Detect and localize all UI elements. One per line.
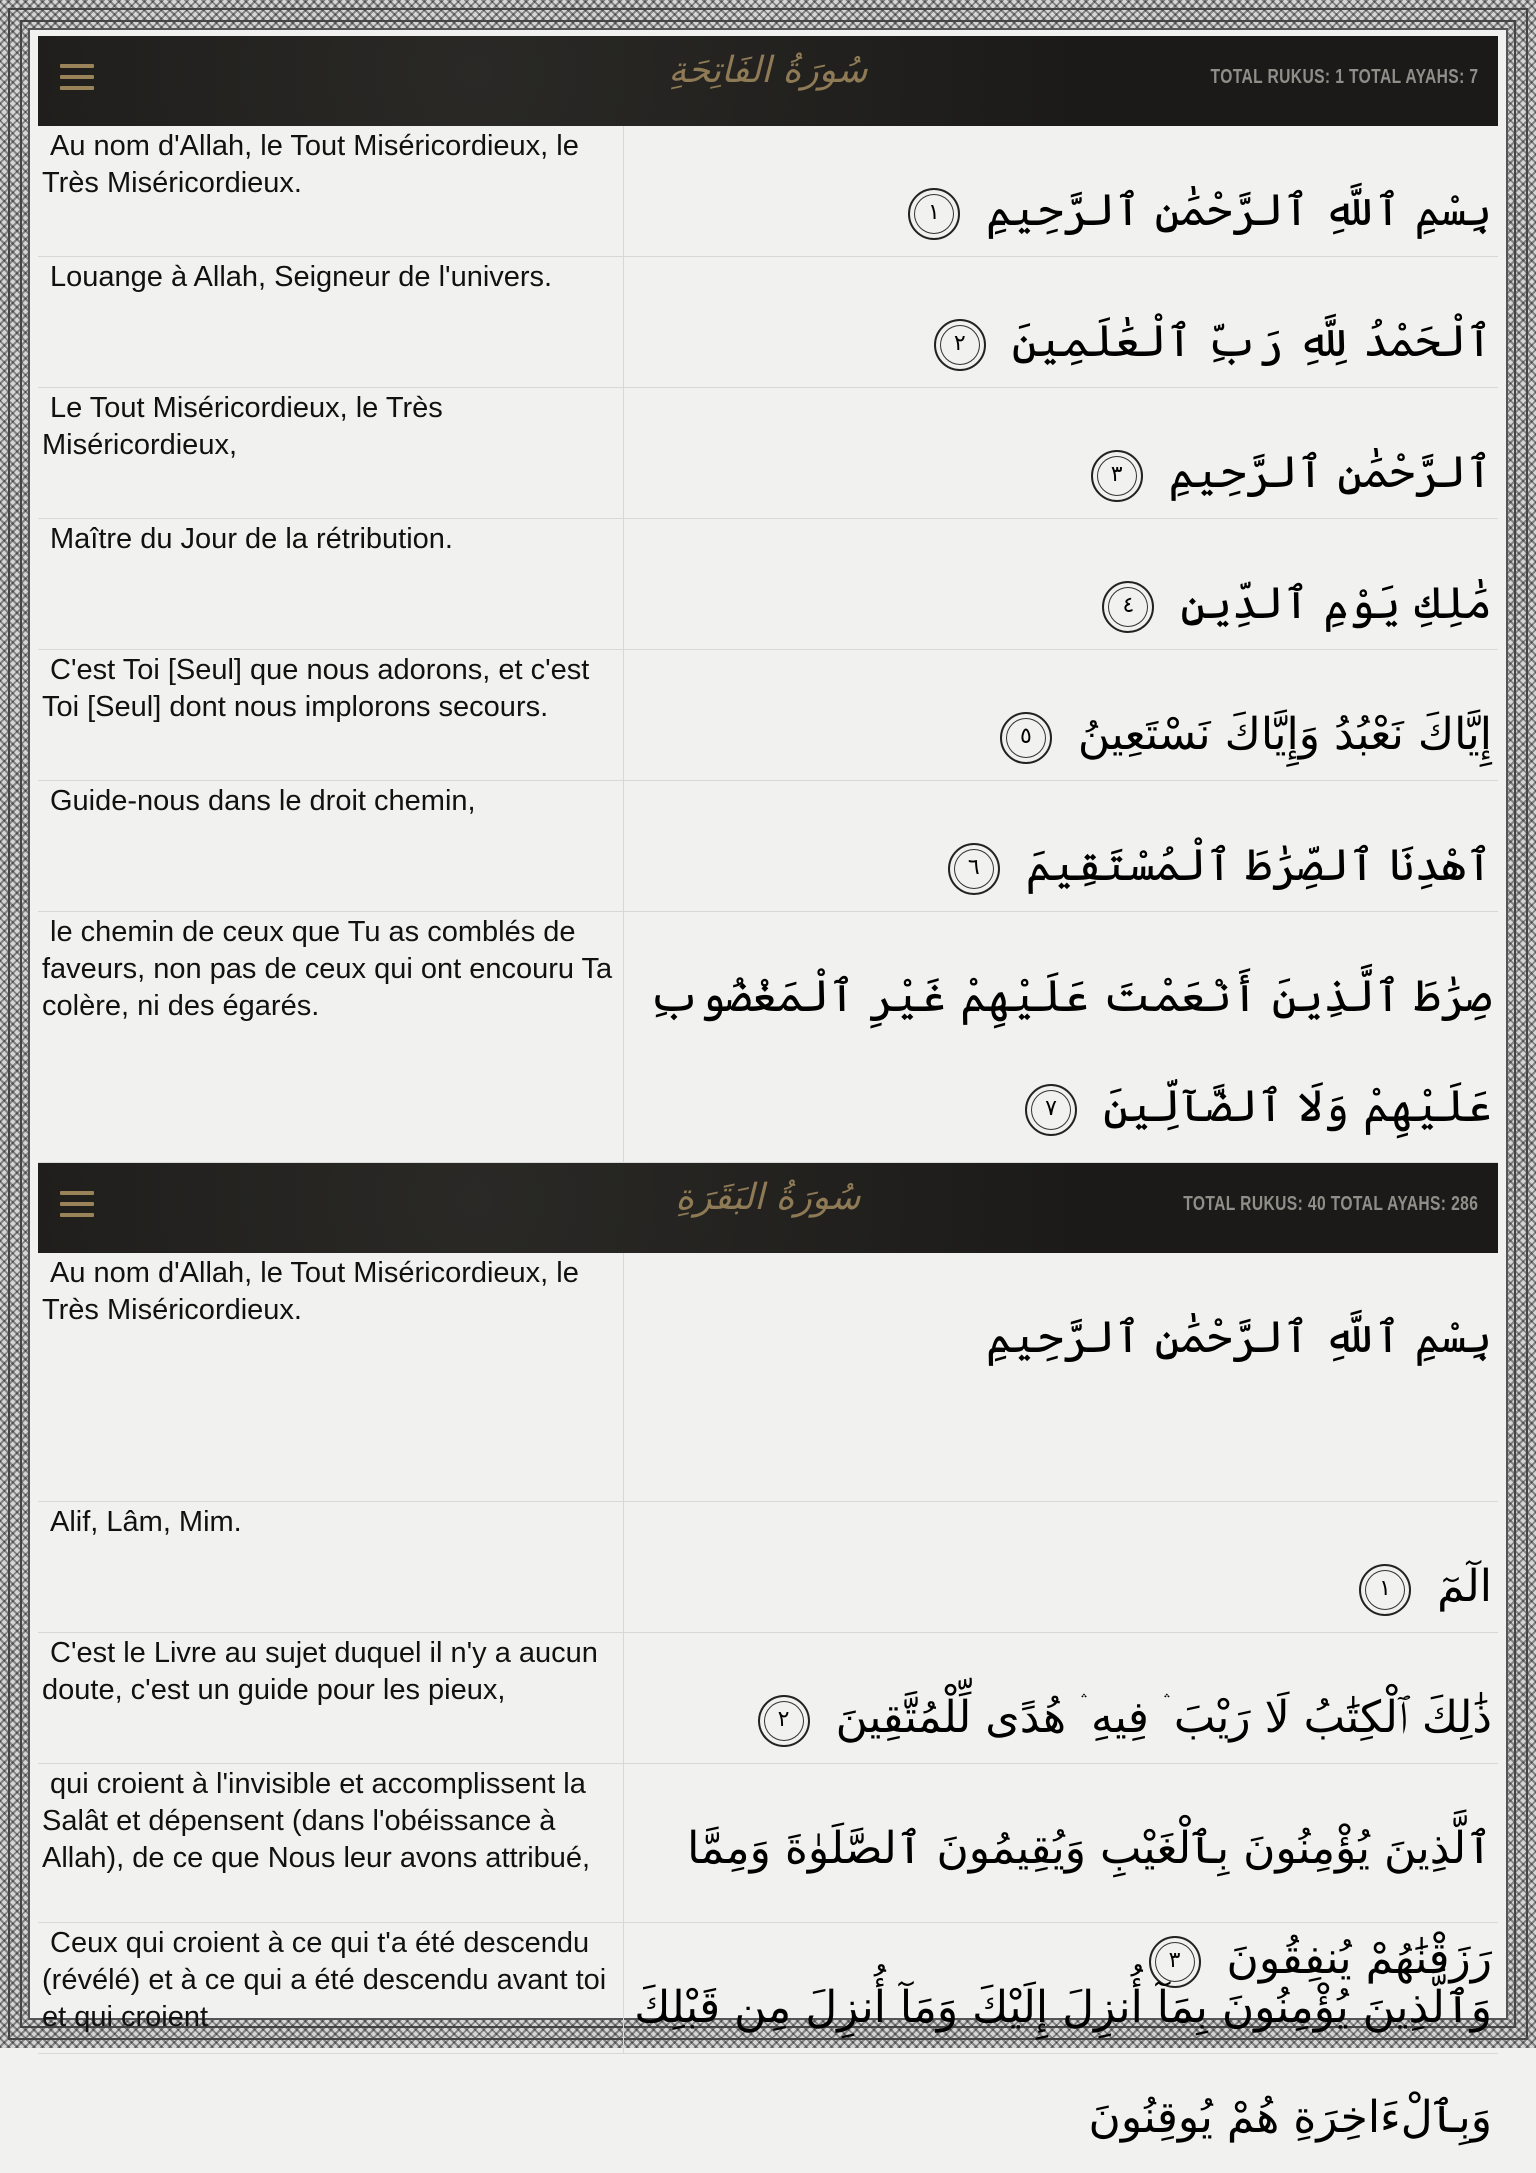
arabic-verse [624,1923,1498,2143]
translation-text: Au nom d'Allah, le Tout Miséricordieux, le Très Miséricordieux. [38,1253,624,1501]
arabic-text: بِسْمِ ٱللَّهِ ٱلرَّحْمَٰنِ ٱلرَّحِيمِ [985,1312,1492,1363]
translation-text: Alif, Lâm, Mim. [38,1502,624,1632]
reader-content[interactable] [38,36,1498,2143]
translation-text: Louange à Allah, Seigneur de l'univers. [38,257,624,387]
translation-text: C'est le Livre au sujet duquel il n'y a aucun doute, c'est un guide pour les pieux, [38,1633,624,1763]
ayah-row[interactable] [38,388,1498,519]
translation-text: Ceux qui croient à ce qui t'a été descendu (révélé) et à ce qui a été descendu avant toi et qui croient [38,1923,624,2053]
ayah-row[interactable] [38,1633,1498,1764]
translation-text: Au nom d'Allah, le Tout Miséricordieux, le Très Miséricordieux. [38,126,624,256]
arabic-text: مَٰلِكِ يَوْمِ ٱلدِّينِ [1180,578,1492,629]
arabic-text: الٓمٓ [1437,1561,1492,1612]
arabic-text: بِسْمِ ٱللَّهِ ٱلرَّحْمَٰنِ ٱلرَّحِيمِ [985,185,1492,236]
ayah-row[interactable] [38,1923,1498,2143]
ayah-number-marker: ٥ [1000,712,1052,764]
arabic-verse [624,1764,1498,1984]
ayah-number-marker: ٢ [758,1695,810,1747]
translation-text: Guide-nous dans le droit chemin, [38,781,624,911]
surah-totals: TOTAL RUKUS: 1 TOTAL AYAHS: 7 [1210,66,1478,88]
ayah-row[interactable] [38,781,1498,912]
arabic-verse [624,519,1498,649]
translation-text: Maître du Jour de la rétribution. [38,519,624,649]
ayah-number-marker: ٧ [1025,1084,1077,1136]
arabic-text: ذَٰلِكَ ٱلْكِتَٰبُ لَا رَيْبَ ۛ فِيهِ ۛ هُدًى لِّلْمُتَّقِينَ [835,1692,1492,1743]
ayah-number-marker: ٣ [1149,1936,1201,1988]
ayah-number-marker: ١ [1359,1564,1411,1616]
ayah-row[interactable] [38,650,1498,781]
arabic-text: إِيَّاكَ نَعْبُدُ وَإِيَّاكَ نَسْتَعِينُ [1077,709,1492,760]
translation-text: qui croient à l'invisible et accomplissent la Salât et dépensent (dans l'obéissance à Allah), de ce que Nous leur avons attribué, [38,1764,624,1922]
arabic-verse [624,912,1498,1162]
arabic-text: ٱلْحَمْدُ لِلَّهِ رَبِّ ٱلْعَٰلَمِينَ [1011,316,1492,367]
arabic-text: ٱهْدِنَا ٱلصِّرَٰطَ ٱلْمُسْتَقِيمَ [1025,840,1492,891]
surah-title: سُورَةُ الفَاتِحَةِ [668,50,868,91]
arabic-text: صِرَٰطَ ٱلَّذِينَ أَنْعَمْتَ عَلَيْهِمْ غَيْرِ ٱلْمَغْضُوبِ عَلَيْهِمْ وَلَا ٱلضَّآلِّينَ [648,971,1492,1132]
translation-text: le chemin de ceux que Tu as comblés de faveurs, non pas de ceux qui ont encouru Ta colère, ni des égarés. [38,912,624,1162]
arabic-verse [624,388,1498,518]
ayah-row[interactable] [38,519,1498,650]
arabic-verse [624,781,1498,911]
arabic-verse [624,650,1498,780]
surah-totals: TOTAL RUKUS: 40 TOTAL AYAHS: 286 [1182,1193,1478,1215]
surah-header [38,36,1498,126]
arabic-text: ٱلرَّحْمَٰنِ ٱلرَّحِيمِ [1168,447,1492,498]
surah-header [38,1163,1498,1253]
ayah-row[interactable] [38,126,1498,257]
ayah-number-marker: ٦ [948,843,1000,895]
translation-text: Le Tout Miséricordieux, le Très Miséricordieux, [38,388,624,518]
ayah-row[interactable] [38,257,1498,388]
ayah-number-marker: ٤ [1102,581,1154,633]
surah-title: سُورَةُ البَقَرَةِ [675,1177,861,1218]
ayah-row[interactable] [38,912,1498,1163]
arabic-verse [624,1502,1498,1632]
arabic-verse [624,257,1498,387]
arabic-text: ٱلَّذِينَ يُؤْمِنُونَ بِٱلْغَيْبِ وَيُقِيمُونَ ٱلصَّلَوٰةَ وَمِمَّا رَزَقْنَٰهُمْ يُنفِقُونَ [687,1823,1492,1984]
ayah-number-marker: ١ [908,188,960,240]
arabic-text: وَٱلَّذِينَ يُؤْمِنُونَ بِمَآ أُنزِلَ إِلَيْكَ وَمَآ أُنزِلَ مِن قَبْلِكَ وَبِٱلْءَاخِرَةِ هُمْ يُوقِنُونَ [634,1982,1492,2143]
translation-text: C'est Toi [Seul] que nous adorons, et c'est Toi [Seul] dont nous implorons secours. [38,650,624,780]
arabic-verse [624,1633,1498,1763]
ayah-number-marker: ٢ [934,319,986,371]
arabic-verse [624,1253,1498,1501]
ayah-number-marker: ٣ [1091,450,1143,502]
ayah-row[interactable] [38,1502,1498,1633]
ayah-row[interactable] [38,1253,1498,1502]
arabic-verse [624,126,1498,256]
